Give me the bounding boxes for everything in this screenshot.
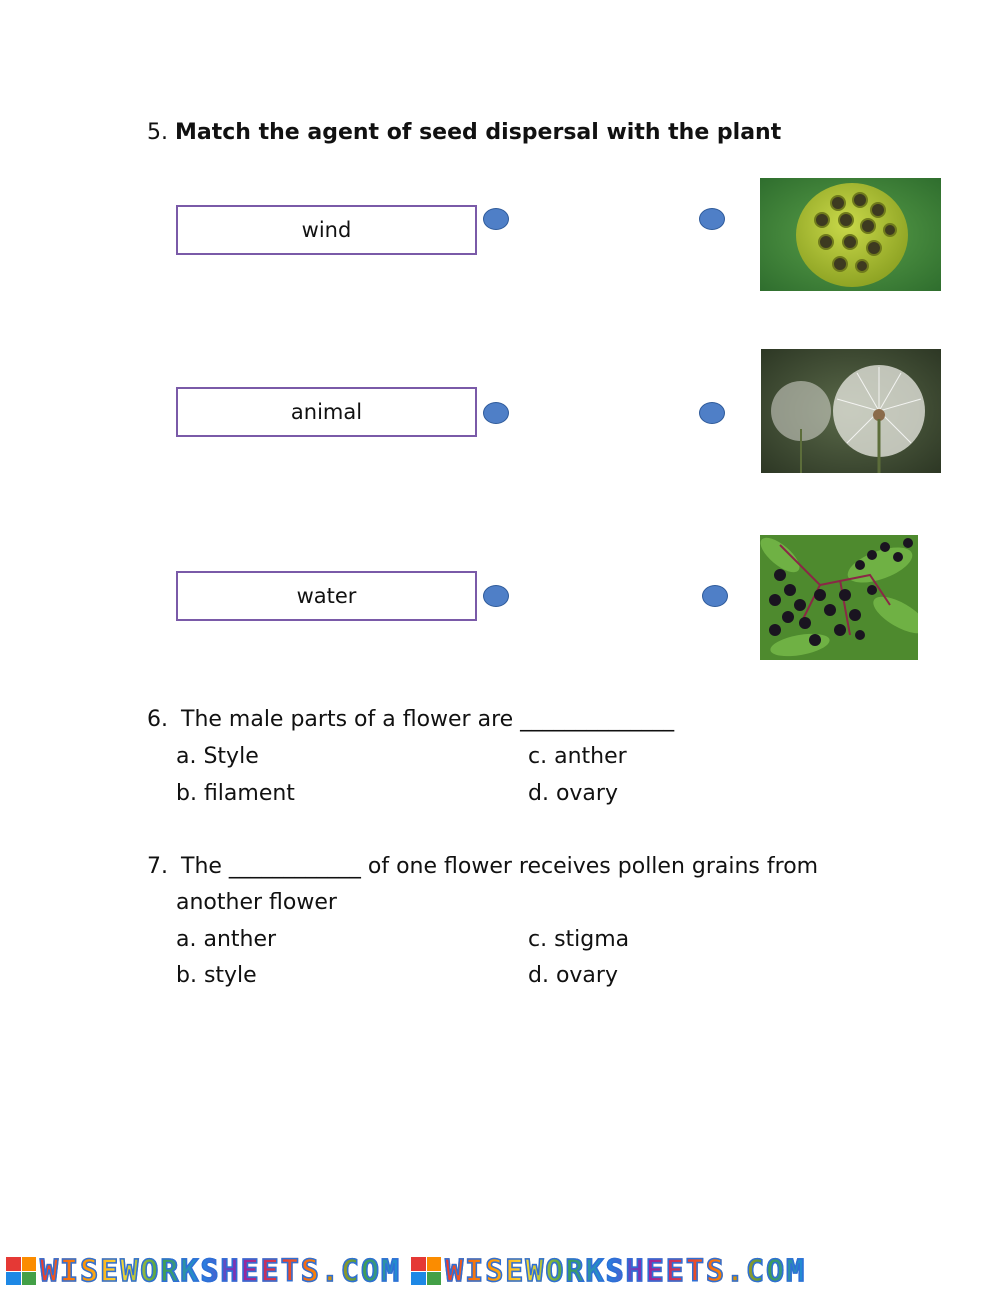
match-dot-left[interactable] <box>483 402 509 424</box>
question-5-title <box>147 120 781 145</box>
question-7 <box>147 854 818 879</box>
agent-label: water <box>296 584 357 608</box>
option-b[interactable]: b. filament <box>176 781 295 806</box>
agent-box-water[interactable] <box>176 571 477 621</box>
agent-label: wind <box>301 218 352 242</box>
agent-box-animal[interactable] <box>176 387 477 437</box>
watermark-text: WISEWORKSHEETS.COM <box>40 1253 402 1289</box>
watermark-text: WISEWORKSHEETS.COM <box>445 1253 807 1289</box>
agent-label: animal <box>290 400 363 424</box>
option-b[interactable]: b. style <box>176 963 257 988</box>
wiseworksheets-logo-icon <box>411 1257 441 1285</box>
question-number: 5. <box>147 120 168 145</box>
wiseworksheets-logo-icon <box>6 1257 36 1285</box>
lotus-seed-pod-image <box>760 178 941 291</box>
match-dot-right[interactable] <box>702 585 728 607</box>
question-text-continued: another flower <box>176 890 337 915</box>
option-d[interactable]: d. ovary <box>528 781 618 806</box>
question-text: Match the agent of seed dispersal with the plant <box>175 120 782 145</box>
option-c[interactable]: c. anther <box>528 744 627 769</box>
footer-watermark <box>0 1254 1000 1288</box>
match-dot-left[interactable] <box>483 208 509 230</box>
option-d[interactable]: d. ovary <box>528 963 618 988</box>
option-a[interactable]: a. Style <box>176 744 259 769</box>
question-number: 6. <box>147 707 168 732</box>
dandelion-image <box>761 349 941 473</box>
match-dot-right[interactable] <box>699 402 725 424</box>
question-text: The male parts of a flower are ______________ <box>181 707 675 732</box>
agent-box-wind[interactable] <box>176 205 477 255</box>
question-text: The ____________ of one flower receives pollen grains from <box>181 854 819 879</box>
match-dot-right[interactable] <box>699 208 725 230</box>
option-a[interactable]: a. anther <box>176 927 277 952</box>
option-c[interactable]: c. stigma <box>528 927 630 952</box>
question-number: 7. <box>147 854 168 879</box>
match-dot-left[interactable] <box>483 585 509 607</box>
elderberries-image <box>760 535 918 660</box>
question-6 <box>147 707 674 732</box>
